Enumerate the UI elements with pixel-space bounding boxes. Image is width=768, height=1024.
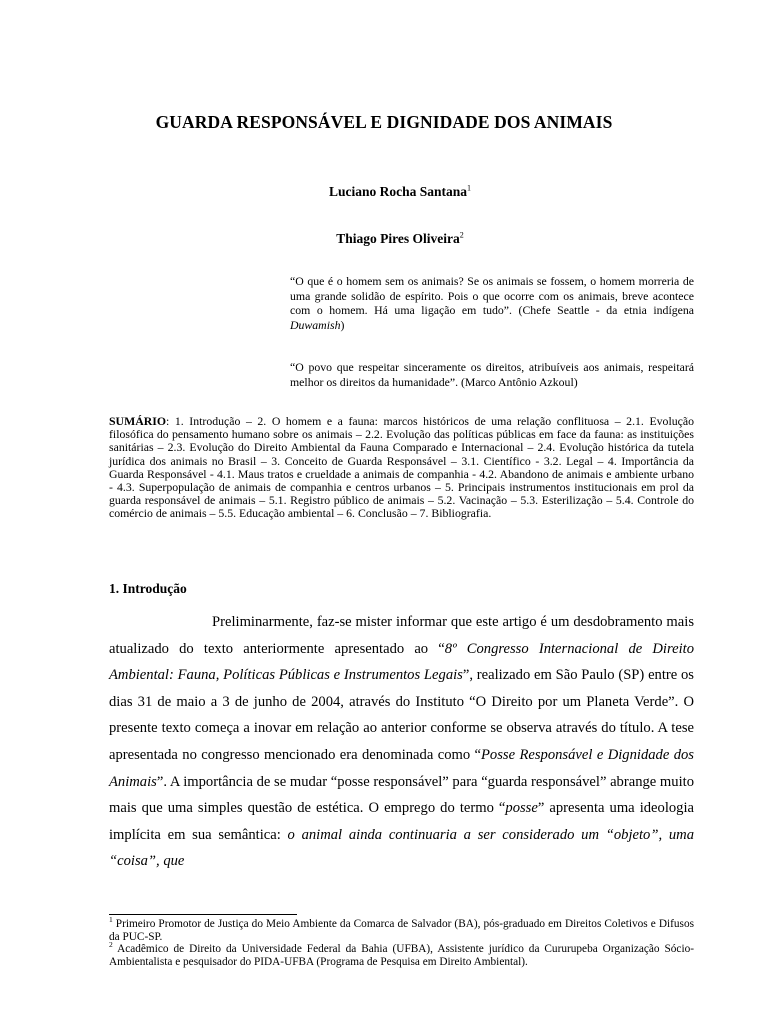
epigraph-text: “O que é o homem sem os animais? Se os animais se fossem, o homem morreria de uma grande solidão de espírito. Pois o que ocorre com os animais, breve acontece com o homem. Há uma ligação em tudo”. (Chefe Seattle - da etnia indígena [290,274,694,318]
section-heading: 1. Introdução [109,581,187,596]
footnotes [109,915,694,968]
summary-label: SUMÁRIO [109,414,167,428]
author-2 [0,231,768,247]
footnote-divider [109,914,297,915]
congress-name: 8º Congresso Internacional de Direito Ambiental: Fauna, Políticas Públicas e Instrumentos Legais [109,640,695,684]
footnote-ref[interactable]: 2 [459,230,464,240]
body-paragraph [109,609,694,875]
body-text-2: ”, realizado em São Paulo (SP) entre os dias 31 de maio a 3 de junho de 2004, através do Instituto “O Direito por um Planeta Verde”. O presente texto começa a inovar em relação ao anterior conforme se observa através do título. A tese apresentada no congresso mencionado era denominada como “ [109,667,694,763]
footnote-text: Primeiro Promotor de Justiça do Meio Ambiente da Comarca de Salvador (BA), pós-graduado em Direitos Coletivos e Difusos da PUC-SP. [109,918,694,943]
footnote-1 [109,915,694,943]
body-text-3: ”. A importância de se mudar “posse responsável” para “guarda responsável” abrange muito mais que uma simples questão de estética. O emprego do termo “ [109,773,694,817]
epigraph-tail: ) [340,317,345,332]
author-name: Thiago Pires Oliveira [336,231,460,246]
author-name: Luciano Rocha Santana [328,184,468,199]
footnote-2 [109,940,694,968]
document-title: GUARDA RESPONSÁVEL E DIGNIDADE DOS ANIMAIS [155,112,613,132]
footnote-text: Acadêmico de Direito da Universidade Federal da Bahia (UFBA), Assistente jurídico da Cururupeba Organização Sócio-Ambientalista e pesquisador do PIDA-UFBA (Programa de Pesquisa em Direito Ambiental). [109,943,694,968]
term-posse: posse [505,800,538,817]
author-1 [0,184,768,200]
footnote-mark: 1 [109,915,113,925]
body-text-4: ” apresenta uma ideologia implícita em sua semântica: [109,800,695,843]
body-text-1: Preliminarmente, faz-se mister informar que este artigo é um desdobramento mais atualizado do texto anteriormente apresentado ao “ [109,614,694,657]
epigraph-1 [290,274,694,332]
footnote-mark: 2 [109,940,113,950]
summary-text: : 1. Introdução – 2. O homem e a fauna: marcos históricos de uma relação conflituosa – 2.1. Evolução filosófica do pensamento humano sobre os animais – 2.2. Evolução das políticas públicas em face da fauna: as instituições sanitárias – 2.3. Evolução do Direito Ambiental da Fauna Comparado e Internacional – 2.4. Evolução histórica da tutela jurídica dos animais no Brasil – 3. Conceito de Guarda Responsável – 3.1. Científico - 3.2. Legal – 4. Importância da Guarda Responsável - 4.1. Maus tratos e crueldade a animais de companhia - 4.2. Abandono de animais e ambiente urbano - 4.3. Superpopulação de animais de companhia e centros urbanos – 5. Principais instrumentos institucionais em prol da guarda responsável de animais – 5.1. Registro público de animais – 5.2. Vacinação – 5.3. Esterilização – 5.4. Controle do comércio de animais – 5.5. Educação ambiental – 6. Conclusão – 7. Bibliografia. [109,414,694,521]
footnote-ref[interactable]: 1 [467,183,472,193]
closing-italic: o animal ainda continuaria a ser considerado um “objeto”, uma “coisa”, que [109,826,694,870]
epigraph-emphasis: Duwamish [290,317,341,332]
epigraph-text: “O povo que respeitar sinceramente os direitos, atribuíveis aos animais, respeitará melhor os direitos da humanidade”. (Marco Antônio Azkoul) [290,360,694,389]
thesis-name: Posse Responsável e Dignidade dos Animais [109,746,694,790]
epigraph-2 [290,360,694,389]
table-of-contents [109,415,694,521]
